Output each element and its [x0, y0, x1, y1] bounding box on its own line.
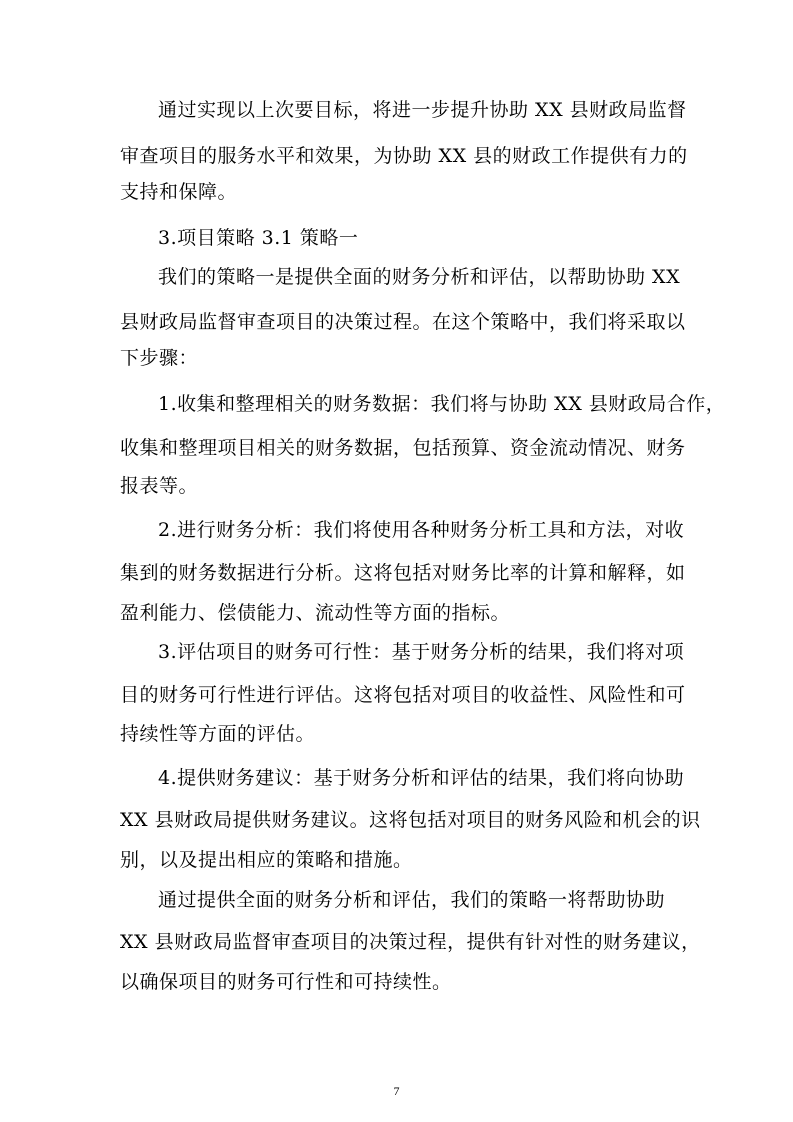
list-item-line: 持续性等方面的评估。 [120, 723, 316, 745]
list-item-line: 报表等。 [120, 475, 199, 497]
list-item-line: 集到的财务数据进行分析。这将包括对财务比率的计算和解释，如 [120, 562, 686, 584]
list-item-line: 3.评估项目的财务可行性：基于财务分析的结果，我们将对项 [158, 641, 685, 663]
paragraph-line: 审查项目的服务水平和效果，为协助 XX 县的财政工作提供有力的 [120, 145, 688, 167]
list-item-line: 4.提供财务建议：基于财务分析和评估的结果，我们将向协助 [158, 767, 685, 789]
list-item-line: 别，以及提出相应的策略和措施。 [120, 849, 413, 871]
paragraph-line: XX 县财政局监督审查项目的决策过程，提供有针对性的财务建议， [120, 931, 701, 953]
list-item-line: XX 县财政局提供财务建议。这将包括对项目的财务风险和机会的识 [120, 809, 701, 831]
paragraph-line: 通过提供全面的财务分析和评估，我们的策略一将帮助协助 [158, 889, 666, 911]
list-item-line: 目的财务可行性进行评估。这将包括对项目的收益性、风险性和可 [120, 684, 686, 706]
paragraph-line: 以确保项目的财务可行性和可持续性。 [120, 971, 452, 993]
section-heading: 3.项目策略 3.1 策略一 [158, 227, 359, 249]
list-item-line: 1.收集和整理相关的财务数据：我们将与协助 XX 县财政局合作， [158, 393, 726, 415]
paragraph-line: 县财政局监督审查项目的决策过程。在这个策略中，我们将采取以 [120, 311, 686, 333]
paragraph-line: 支持和保障。 [120, 181, 238, 203]
page-number: 7 [393, 1084, 400, 1098]
paragraph-line: 通过实现以上次要目标，将进一步提升协助 XX 县财政局监督 [158, 99, 687, 121]
paragraph-line: 我们的策略一是提供全面的财务分析和评估，以帮助协助 XX [158, 266, 681, 288]
paragraph-line: 下步骤： [120, 347, 199, 369]
list-item-line: 2.进行财务分析：我们将使用各种财务分析工具和方法，对收 [158, 519, 685, 541]
list-item-line: 收集和整理项目相关的财务数据，包括预算、资金流动情况、财务 [120, 437, 686, 459]
list-item-line: 盈利能力、偿债能力、流动性等方面的指标。 [120, 602, 511, 624]
